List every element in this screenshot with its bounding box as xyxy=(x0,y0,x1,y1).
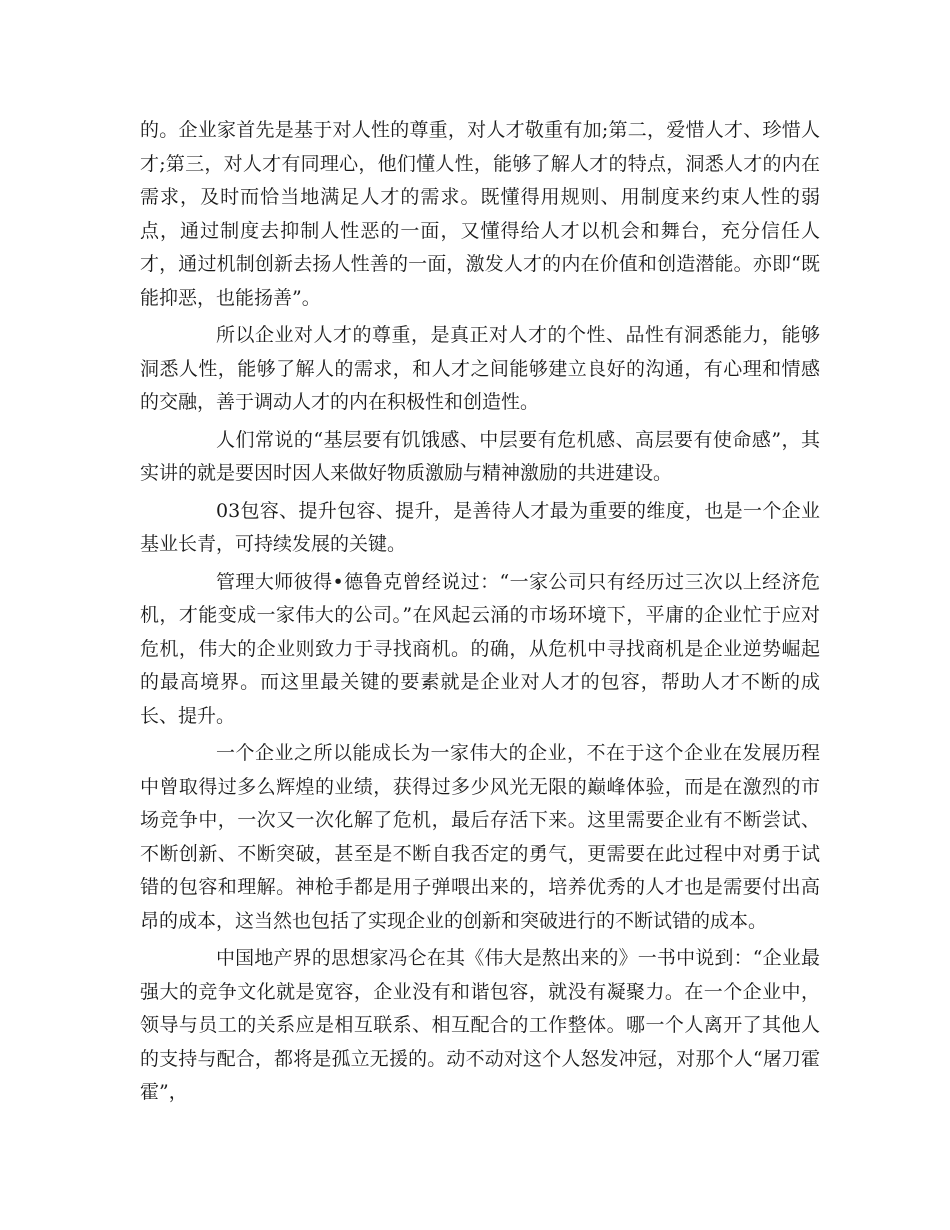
paragraph-4: 03包容、提升包容、提升，是善待人才最为重要的维度，也是一个企业基业长青，可持续发展的关键。 xyxy=(140,499,820,555)
paragraph-7: 中国地产界的思想家冯仑在其《伟大是熬出来的》一书中说到：“企业最强大的竞争文化就是宽容，企业没有和谐包容，就没有凝聚力。在一个企业中，领导与员工的关系应是相互联系、相互配合的工作整体。哪一个人离开了其他人的支持与配合，都将是孤立无援的。动不动对这个人怒发冲冠，对那个人“屠刀霍霍”， xyxy=(140,947,820,1103)
document-body xyxy=(140,114,820,1114)
paragraph-1: 的。企业家首先是基于对人性的尊重，对人才敬重有加;第二，爱惜人才、珍惜人才;第三，对人才有同理心，他们懂人性，能够了解人才的特点，洞悉人才的内在需求，及时而恰当地满足人才的需求。既懂得用规则、用制度来约束人性的弱点，通过制度去抑制人性恶的一面，又懂得给人才以机会和舞台，充分信任人才，通过机制创新去扬人性善的一面，激发人才的内在价值和创造潜能。亦即“既能抑恶，也能扬善”。 xyxy=(140,119,820,309)
paragraph-2: 所以企业对人才的尊重，是真正对人才的个性、品性有洞悉能力，能够洞悉人性，能够了解人的需求，和人才之间能够建立良好的沟通，有心理和情感的交融，善于调动人才的内在积极性和创造性。 xyxy=(140,324,820,413)
paragraph-3: 人们常说的“基层要有饥饿感、中层要有危机感、高层要有使命感”，其实讲的就是要因时因人来做好物质激励与精神激励的共进建设。 xyxy=(140,428,820,484)
paragraph-6: 一个企业之所以能成长为一家伟大的企业，不在于这个企业在发展历程中曾取得过多么辉煌的业绩，获得过多少风光无限的巅峰体验，而是在激烈的市场竞争中，一次又一次化解了危机，最后存活下来。这里需要企业有不断尝试、不断创新、不断突破，甚至是不断自我否定的勇气，更需要在此过程中对勇于试错的包容和理解。神枪手都是用子弹喂出来的，培养优秀的人才也是需要付出高昂的成本，这当然也包括了实现企业的创新和突破进行的不断试错的成本。 xyxy=(140,742,820,932)
paragraph-5: 管理大师彼得•德鲁克曾经说过：“一家公司只有经历过三次以上经济危机，才能变成一家伟大的公司。”在风起云涌的市场环境下，平庸的企业忙于应对危机，伟大的企业则致力于寻找商机。的确，从危机中寻找商机是企业逆势崛起的最高境界。而这里最关键的要素就是企业对人才的包容，帮助人才不断的成长、提升。 xyxy=(140,570,820,727)
